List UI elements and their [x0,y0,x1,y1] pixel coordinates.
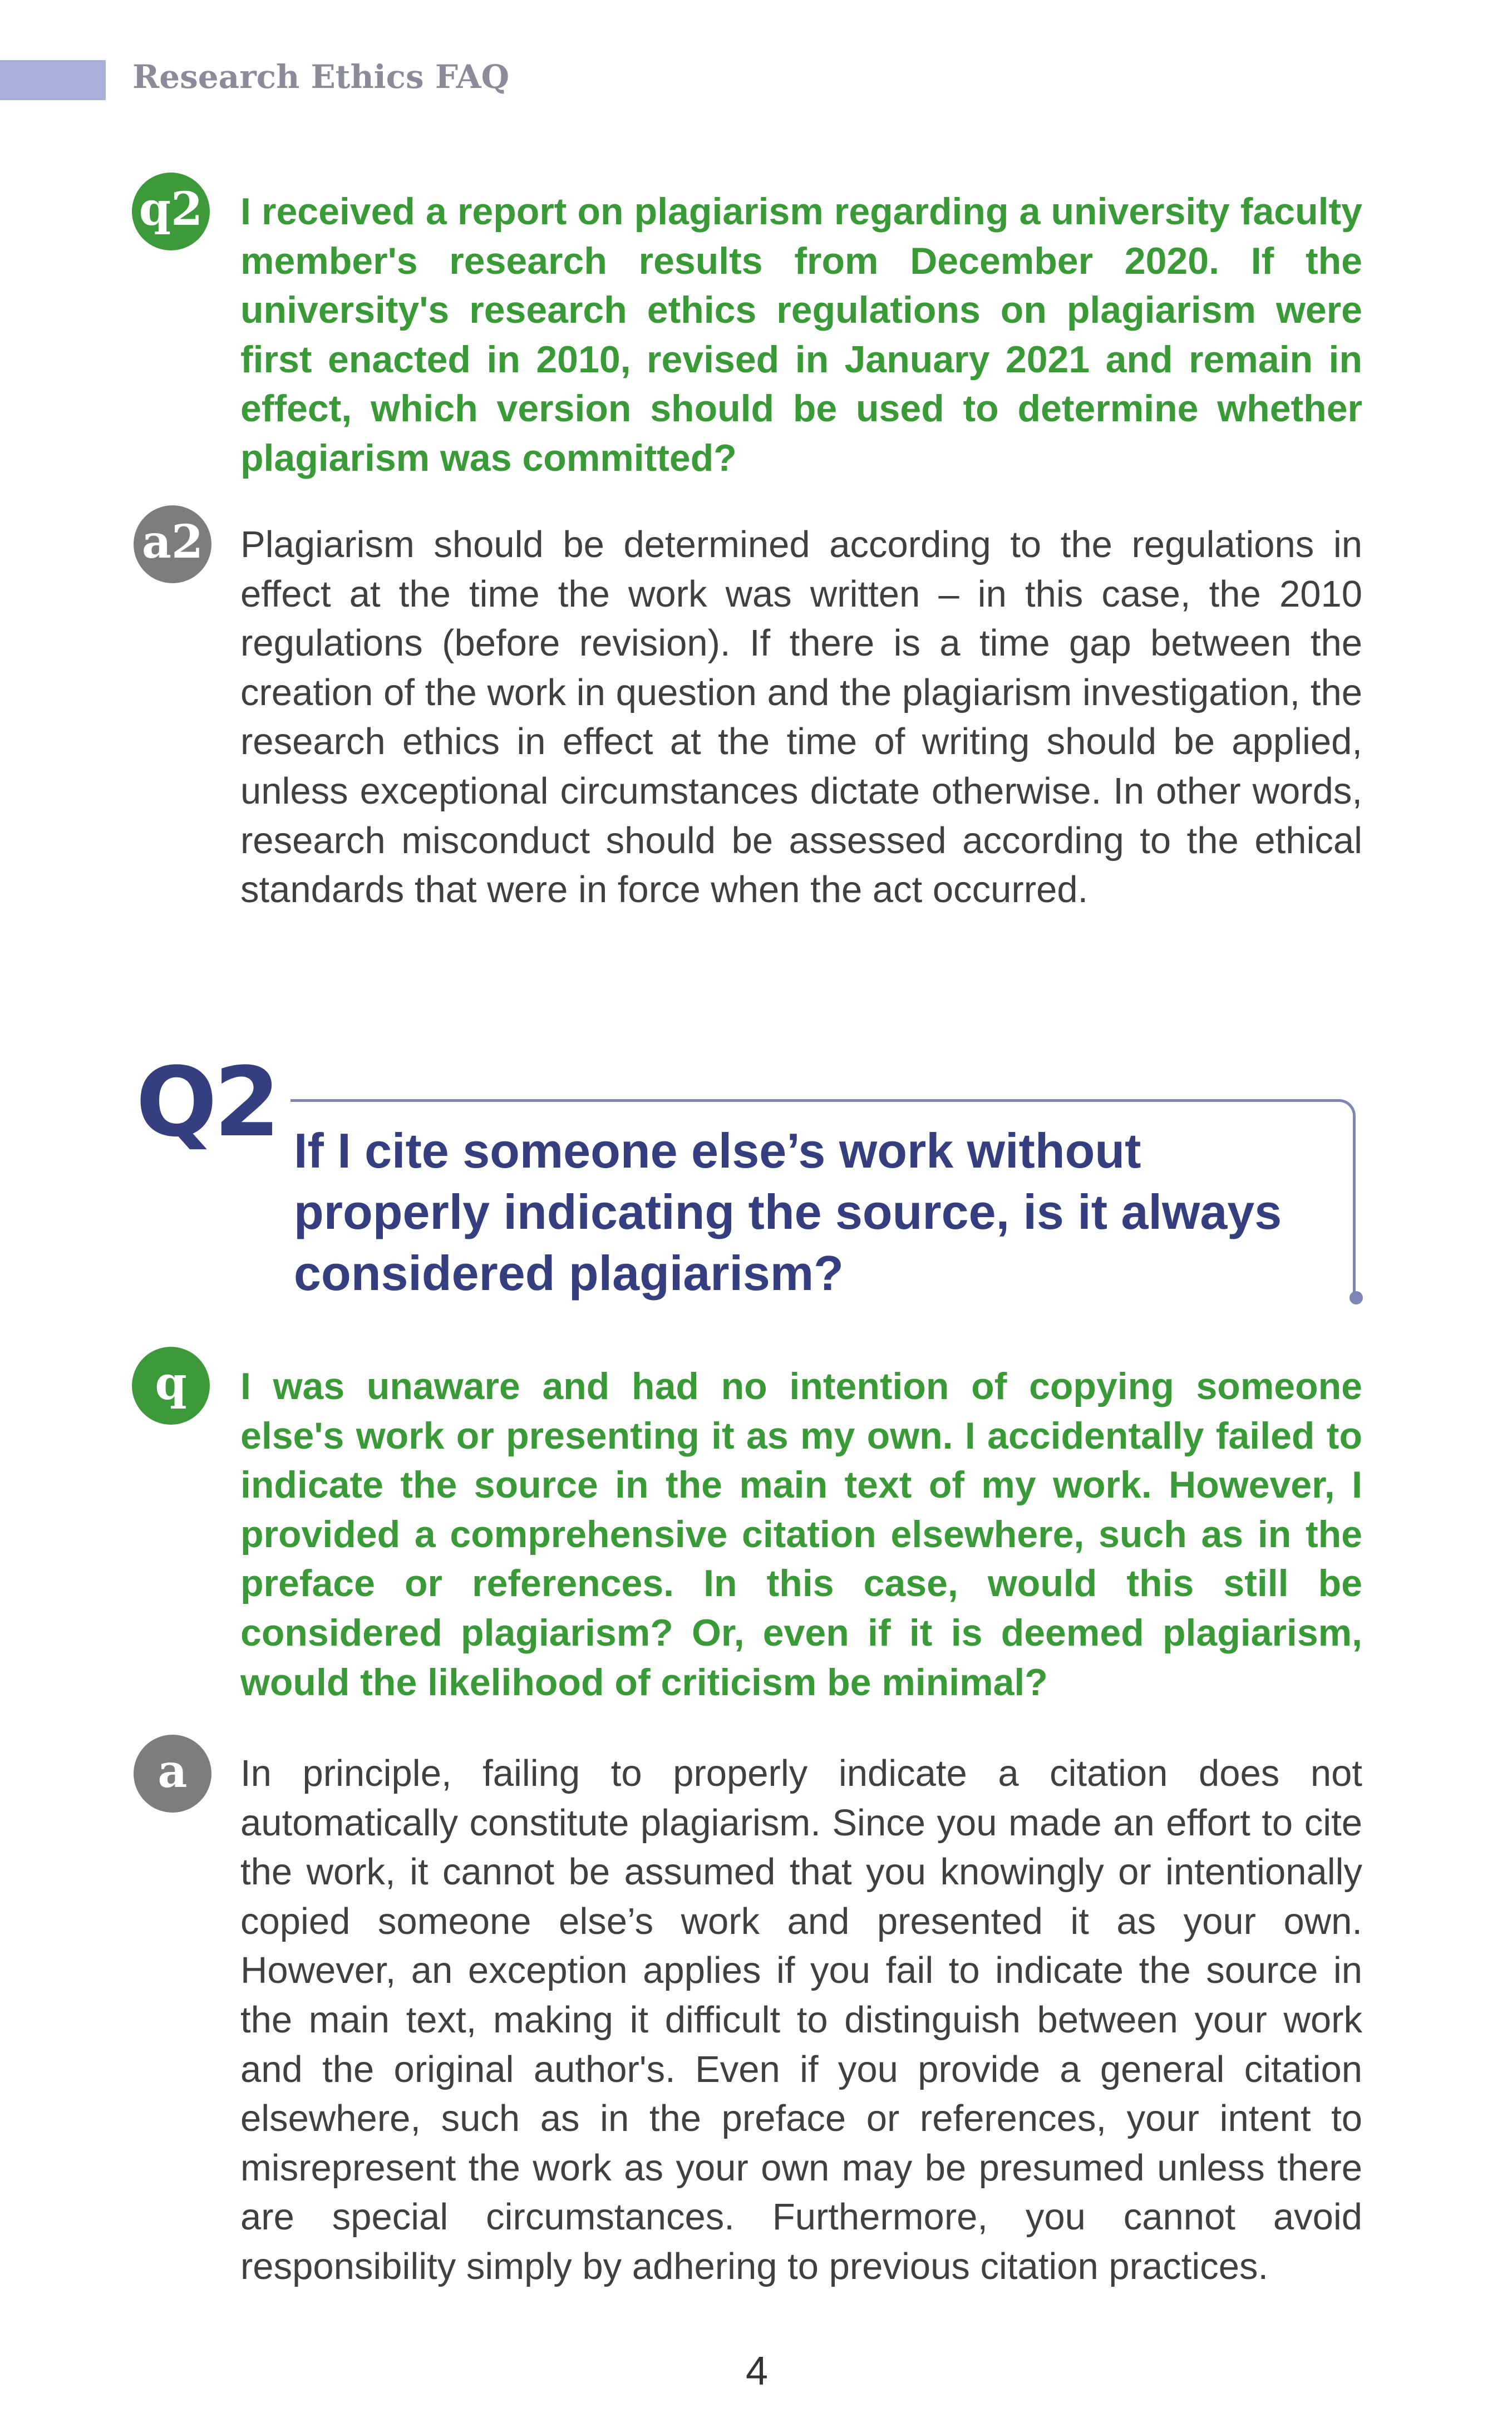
section-title: If I cite someone else’s work without properly indicating the source, is it always considered plagiarism? [294,1123,1282,1301]
section-label-q2: Q2 [136,1046,277,1158]
question-text-q: I was unaware and had no intention of copying someone else's work or presenting it as my own. I accidentally failed to indicate the source in the main text of my work. However, I provided a comprehensive citation elsewhere, such as in the preface or references. In this case, would this still be considered plagiarism? Or, even if it is deemed plagiarism, would the likelihood of criticism be minimal? [240,1365,1362,1704]
header-accent-bar [0,60,106,100]
frame-dot [1350,1291,1363,1304]
question-badge-q2: q2 [132,173,210,250]
answer-badge-a2: a2 [134,505,211,583]
running-header: Research Ethics FAQ [132,58,510,96]
question-text-q2: I received a report on plagiarism regarding a university faculty member's research results from December 2020. If the university's research ethics regulations on plagiarism were first enacted in 2010, revised in January 2021 and remain in effect, which version should be used to determine whether plagiarism was committed? [240,190,1362,479]
page-number: 4 [745,2349,769,2394]
answer-badge-a: a [134,1735,211,1813]
answer-text-a: In principle, failing to properly indicate a citation does not automatically constitute plagiarism. Since you made an effort to cite the work, it cannot be assumed that you knowingly or intentionally copied someone else’s work and presented it as your own. However, an exception applies if you fail to indicate the source in the main text, making it difficult to distinguish between your work and the original author's. Even if you provide a general citation elsewhere, such as in the preface or references, your intent to misrepresent the work as your own may be presumed unless there are special circumstances. Furthermore, you cannot avoid responsibility simply by adhering to previous citation practices. [240,1752,1362,2287]
question-badge-q: q [132,1347,210,1425]
answer-text-a2: Plagiarism should be determined according to the regulations in effect at the time the work was written – in this case, the 2010 regulations (before revision). If there is a time gap between the creation of the work in question and the plagiarism investigation, the research ethics in effect at the time of writing should be applied, unless exceptional circumstances dictate otherwise. In other words, research misconduct should be assessed according to the ethical standards that were in force when the act occurred. [240,524,1362,911]
